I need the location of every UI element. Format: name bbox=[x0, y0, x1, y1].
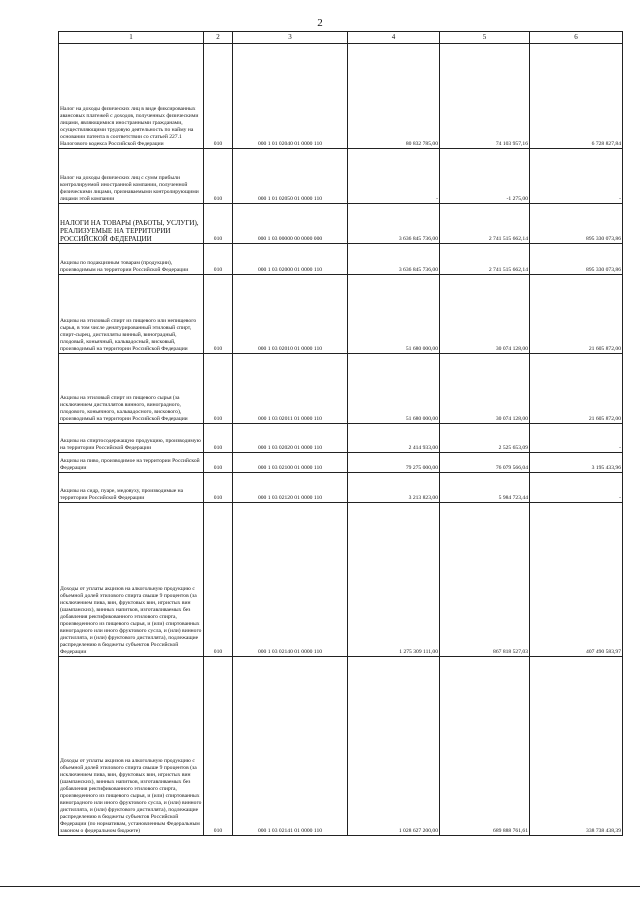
table-row bbox=[59, 354, 623, 424]
row-plan: 2 414 933,00 bbox=[348, 424, 440, 453]
column-header: 6 bbox=[530, 32, 623, 44]
table-row bbox=[59, 244, 623, 275]
row-kbk: 000 1 01 02050 01 0000 110 bbox=[233, 149, 348, 204]
column-header: 2 bbox=[204, 32, 233, 44]
row-plan: 3 213 823,00 bbox=[348, 473, 440, 503]
row-rest: 407 490 583,97 bbox=[530, 503, 623, 657]
row-name: Доходы от уплаты акцизов на алкогольную продукцию с объемной долей этилового спирта свыше 9 процентов (за исключением пива, вин, фруктовых вин, игристых вин (шампанских), винных напитков, изготавливаемых без добавления ректификованного этилового спирта, произведенного из пищевого сырья, и (или) спиртованных виноградного или иного фруктового сусла, и (или) винного дистиллята, и (или) фруктового дистиллята), подлежащие распределению в бюджеты субъектов Российской Федерации (по нормативам, установленным Федеральным законом о федеральном бюджете) bbox=[59, 657, 204, 836]
row-kbk: 000 1 03 02120 01 0000 110 bbox=[233, 473, 348, 503]
row-kbk: 000 1 03 02100 01 0000 110 bbox=[233, 453, 348, 473]
row-code: 010 bbox=[204, 657, 233, 836]
row-code: 010 bbox=[204, 44, 233, 149]
row-code: 010 bbox=[204, 275, 233, 354]
column-header: 1 bbox=[59, 32, 204, 44]
row-rest: 21 605 872,00 bbox=[530, 275, 623, 354]
row-rest: - bbox=[530, 149, 623, 204]
row-name: Доходы от уплаты акцизов на алкогольную продукцию с объемной долей этилового спирта свыше 9 процентов (за исключением пива, вин, фруктовых вин, игристых вин (шампанских), винных напитков, изготавливаемых без добавления ректификованного этилового спирта, произведенного из пищевого сырья, и (или) спиртованных виноградного или иного фруктового сусла, и (или) винного дистиллята, и (или) фруктового дистиллята), подлежащие распределению в бюджеты субъектов Российской Федерации bbox=[59, 503, 204, 657]
column-header: 3 bbox=[233, 32, 348, 44]
row-plan: - bbox=[348, 149, 440, 204]
row-code: 010 bbox=[204, 453, 233, 473]
row-code: 010 bbox=[204, 503, 233, 657]
row-rest: 895 330 073,86 bbox=[530, 204, 623, 244]
row-kbk: 000 1 03 02011 01 0000 110 bbox=[233, 354, 348, 424]
row-name: Акцизы на этиловый спирт из пищевого сырья (за исключением дистиллятов винного, виноградного, плодового, коньячного, кальвадосного, вискового), производимый на территории Российской Федерации bbox=[59, 354, 204, 424]
row-rest: 338 738 438,39 bbox=[530, 657, 623, 836]
row-exec: 2 741 515 662,14 bbox=[440, 244, 530, 275]
row-kbk: 000 1 01 02040 01 0000 110 bbox=[233, 44, 348, 149]
table-row bbox=[59, 204, 623, 244]
row-code: 010 bbox=[204, 244, 233, 275]
row-exec: 30 074 128,00 bbox=[440, 354, 530, 424]
row-name: Акцизы по подакцизным товарам (продукции), производимым на территории Российской Федерации bbox=[59, 244, 204, 275]
table-row bbox=[59, 275, 623, 354]
row-kbk: 000 1 03 02140 01 0000 110 bbox=[233, 503, 348, 657]
row-name: Акцизы на пиво, производимое на территории Российской Федерации bbox=[59, 453, 204, 473]
row-kbk: 000 1 03 02141 01 0000 110 bbox=[233, 657, 348, 836]
row-name: Акцизы на сидр, пуаре, медовуху, производимые на территории Российской Федерации bbox=[59, 473, 204, 503]
row-name: Налог на доходы физических лиц в виде фиксированных авансовых платежей с доходов, полученных физическими лицами, являющимися иностранными гражданами, осуществляющими трудовую деятельность по найму на основании патента в соответствии со статьей 227.1 Налогового кодекса Российской Федерации bbox=[59, 44, 204, 149]
table-row bbox=[59, 473, 623, 503]
row-exec: 689 888 761,61 bbox=[440, 657, 530, 836]
table-row bbox=[59, 149, 623, 204]
row-rest: - bbox=[530, 424, 623, 453]
row-exec: 867 818 527,03 bbox=[440, 503, 530, 657]
row-exec: 30 074 128,00 bbox=[440, 275, 530, 354]
row-exec: 2 741 515 662,14 bbox=[440, 204, 530, 244]
row-exec: 76 079 566,04 bbox=[440, 453, 530, 473]
row-plan: 1 275 309 111,00 bbox=[348, 503, 440, 657]
bottom-rule bbox=[0, 886, 640, 887]
column-header: 5 bbox=[440, 32, 530, 44]
row-plan: 1 028 627 200,00 bbox=[348, 657, 440, 836]
row-exec: -1 275,00 bbox=[440, 149, 530, 204]
row-kbk: 000 1 03 00000 00 0000 000 bbox=[233, 204, 348, 244]
row-exec: 5 984 723,44 bbox=[440, 473, 530, 503]
row-name: Акцизы на этиловый спирт из пищевого или непищевого сырья, в том числе денатурированный этиловый спирт, спирт-сырец, дистилляты винный, виноградный, плодовый, коньячный, кальвадосный, висковый, производимый на территории Российской Федерации bbox=[59, 275, 204, 354]
row-plan: 3 636 845 736,00 bbox=[348, 244, 440, 275]
row-name: Акцизы на спиртосодержащую продукцию, производимую на территории Российской Федерации bbox=[59, 424, 204, 453]
row-kbk: 000 1 03 02010 01 0000 110 bbox=[233, 275, 348, 354]
row-plan: 3 636 845 736,00 bbox=[348, 204, 440, 244]
table-row bbox=[59, 44, 623, 149]
row-rest: 3 195 433,96 bbox=[530, 453, 623, 473]
column-header: 4 bbox=[348, 32, 440, 44]
row-kbk: 000 1 03 02020 01 0000 110 bbox=[233, 424, 348, 453]
row-rest: 895 330 073,86 bbox=[530, 244, 623, 275]
row-plan: 51 680 000,00 bbox=[348, 354, 440, 424]
row-code: 010 bbox=[204, 354, 233, 424]
row-kbk: 000 1 03 02000 01 0000 110 bbox=[233, 244, 348, 275]
row-name: НАЛОГИ НА ТОВАРЫ (РАБОТЫ, УСЛУГИ), РЕАЛИЗУЕМЫЕ НА ТЕРРИТОРИИ РОССИЙСКОЙ ФЕДЕРАЦИИ bbox=[59, 204, 204, 244]
table-row bbox=[59, 453, 623, 473]
row-exec: 74 103 957,16 bbox=[440, 44, 530, 149]
header-row bbox=[59, 32, 623, 44]
row-rest: 6 728 827,84 bbox=[530, 44, 623, 149]
table-row bbox=[59, 503, 623, 657]
row-rest: 21 605 872,00 bbox=[530, 354, 623, 424]
row-code: 010 bbox=[204, 149, 233, 204]
row-plan: 80 832 785,00 bbox=[348, 44, 440, 149]
row-rest: - bbox=[530, 473, 623, 503]
row-code: 010 bbox=[204, 424, 233, 453]
row-exec: 2 525 653,09 bbox=[440, 424, 530, 453]
row-name: Налог на доходы физических лиц с сумм прибыли контролируемой иностранной компании, полученной физическими лицами, признаваемыми контролирующими лицами этой компании bbox=[59, 149, 204, 204]
row-code: 010 bbox=[204, 473, 233, 503]
row-plan: 79 275 000,00 bbox=[348, 453, 440, 473]
table-row bbox=[59, 424, 623, 453]
page-number: 2 bbox=[317, 17, 323, 29]
row-code: 010 bbox=[204, 204, 233, 244]
table-row bbox=[59, 657, 623, 836]
revenue-table bbox=[58, 31, 623, 836]
row-plan: 51 680 000,00 bbox=[348, 275, 440, 354]
